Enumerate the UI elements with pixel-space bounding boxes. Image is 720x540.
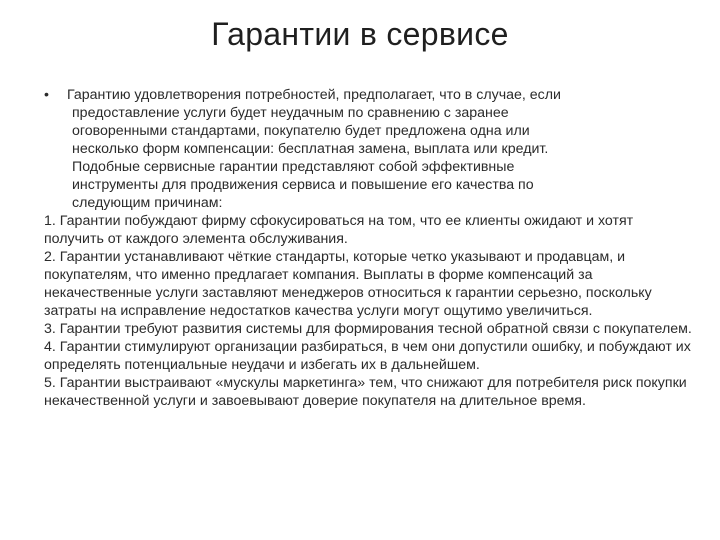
bullet-marker: • [44, 87, 49, 103]
intro-line: следующим причинам: [72, 195, 223, 211]
numbered-item-2: 2. Гарантии устанавливают чёткие стандарты, которые четко указывают и продавцам, и покупателям, что именно предлагает компания. Выплаты в форме компенсаций за некачественные услуги заставляют менеджеров относиться к гарантии серьезно, поскольку затраты на исправление недостатков качества услуги могут ощутимо увеличиться. [44, 249, 652, 319]
slide-title: Гарантии в сервисе [211, 16, 509, 52]
intro-line: инструменты для продвижения сервиса и повышение его качества по [72, 177, 534, 193]
intro-line: Гарантию удовлетворения потребностей, предполагает, что в случае, если [67, 87, 561, 103]
intro-line: несколько форм компенсации: бесплатная замена, выплата или кредит. [72, 141, 549, 157]
numbered-item-1: 1. Гарантии побуждают фирму сфокусироваться на том, что ее клиенты ожидают и хотят получить от каждого элемента обслуживания. [44, 213, 634, 247]
numbered-item-3: 3. Гарантии требуют развития системы для формирования тесной обратной связи с покупателем. [44, 321, 692, 337]
intro-bullet-text [67, 86, 694, 212]
intro-line: предоставление услуги будет неудачным по сравнению с заранее [72, 105, 509, 121]
numbered-item-4: 4. Гарантии стимулируют организации разбираться, в чем они допустили ошибку, и побуждают их определять потенциальные неудачи и избегать их в дальнейшем. [44, 339, 691, 373]
intro-line: Подобные сервисные гарантии представляют собой эффективные [72, 159, 515, 175]
slide-content [44, 86, 694, 410]
numbered-item-5: 5. Гарантии выстраивают «мускулы маркетинга» тем, что снижают для потребителя риск покупки некачественной услуги и завоевывают доверие покупателя на длительное время. [44, 375, 687, 409]
intro-bullet [44, 86, 694, 212]
intro-line: оговоренными стандартами, покупателю будет предложена одна или [72, 123, 530, 139]
